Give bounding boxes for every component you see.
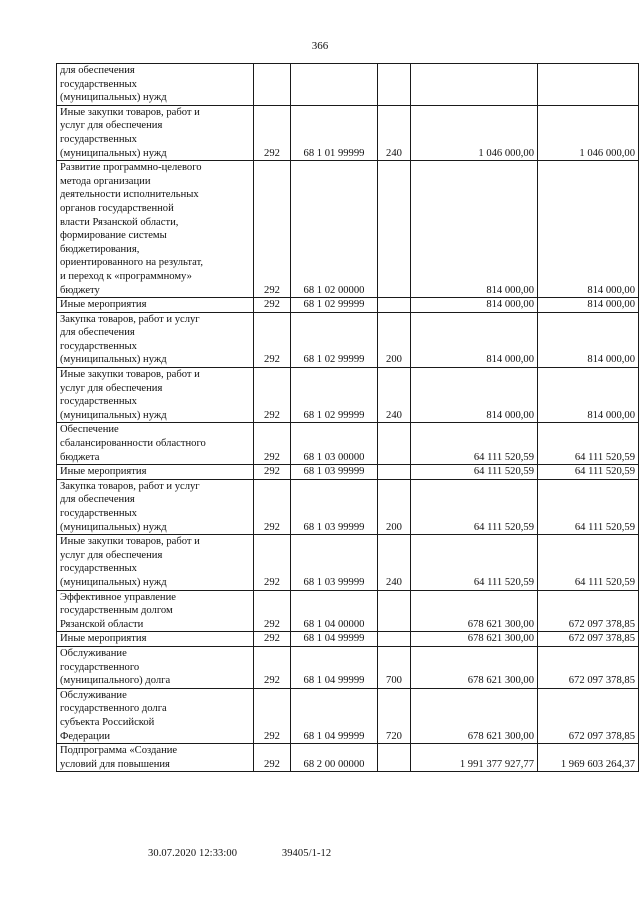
cell-sum-1: 678 621 300,00 bbox=[411, 632, 538, 647]
cell-sum-1: 678 621 300,00 bbox=[411, 646, 538, 688]
cell-admin-code: 292 bbox=[254, 744, 291, 772]
cell-expense-type bbox=[378, 161, 411, 298]
cell-name-line: (муниципальных) нужд bbox=[60, 147, 167, 159]
cell-name-line: государственных bbox=[60, 78, 137, 90]
cell-target-article bbox=[291, 64, 378, 106]
cell-name-line: государственных bbox=[60, 508, 137, 519]
cell-admin-code: 292 bbox=[254, 590, 291, 632]
cell-name-line: государственного bbox=[60, 661, 140, 673]
cell-name bbox=[57, 646, 254, 688]
cell-name-line: Иные закупки товаров, работ и bbox=[60, 106, 200, 118]
footer-document-id: 39405/1-12 bbox=[281, 848, 332, 859]
cell-sum-2: 64 111 520,59 bbox=[538, 535, 639, 590]
cell-name bbox=[57, 632, 254, 647]
cell-expense-type bbox=[378, 298, 411, 313]
cell-sum-1: 64 111 520,59 bbox=[411, 479, 538, 534]
cell-name-line: для обеспечения bbox=[60, 327, 135, 339]
table-row bbox=[57, 590, 639, 632]
cell-name-line: метода организации bbox=[60, 175, 151, 187]
cell-admin-code: 292 bbox=[254, 646, 291, 688]
table-row bbox=[57, 161, 639, 298]
cell-target-article: 68 1 02 99999 bbox=[291, 368, 378, 423]
cell-name-line: и переход к «программному» bbox=[60, 270, 192, 282]
cell-name-line: (муниципальных) нужд bbox=[60, 409, 167, 421]
cell-name-line: Подпрограмма «Создание bbox=[60, 745, 178, 757]
cell-sum-1: 814 000,00 bbox=[411, 298, 538, 313]
cell-name-line: Обеспечение bbox=[60, 424, 119, 436]
cell-name bbox=[57, 479, 254, 534]
cell-name-line: условий для повышения bbox=[60, 758, 170, 770]
cell-name bbox=[57, 688, 254, 743]
cell-sum-2: 672 097 378,85 bbox=[538, 646, 639, 688]
cell-sum-2: 64 111 520,59 bbox=[538, 465, 639, 480]
budget-table bbox=[56, 63, 639, 772]
cell-target-article: 68 1 03 00000 bbox=[291, 423, 378, 465]
cell-target-article: 68 1 03 99999 bbox=[291, 465, 378, 480]
cell-expense-type bbox=[378, 744, 411, 772]
cell-sum-2: 64 111 520,59 bbox=[538, 479, 639, 534]
cell-admin-code: 292 bbox=[254, 312, 291, 367]
cell-sum-2: 814 000,00 bbox=[538, 368, 639, 423]
cell-target-article: 68 1 04 99999 bbox=[291, 646, 378, 688]
cell-name bbox=[57, 465, 254, 480]
cell-sum-1: 678 621 300,00 bbox=[411, 688, 538, 743]
cell-expense-type: 240 bbox=[378, 368, 411, 423]
cell-target-article: 68 1 02 99999 bbox=[291, 298, 378, 313]
cell-name-line: государственных bbox=[60, 396, 137, 408]
table-row bbox=[57, 368, 639, 423]
cell-expense-type bbox=[378, 632, 411, 647]
table-row bbox=[57, 465, 639, 480]
cell-name-line: для обеспечения bbox=[60, 494, 135, 506]
cell-admin-code: 292 bbox=[254, 298, 291, 313]
cell-name-line: услуг для обеспечения bbox=[60, 120, 163, 132]
cell-target-article: 68 1 03 99999 bbox=[291, 535, 378, 590]
cell-expense-type bbox=[378, 590, 411, 632]
cell-name-line: государственных bbox=[60, 133, 137, 145]
cell-name-line: формирование системы bbox=[60, 230, 167, 242]
cell-name-line: Иные мероприятия bbox=[60, 633, 147, 645]
cell-expense-type: 700 bbox=[378, 646, 411, 688]
cell-admin-code: 292 bbox=[254, 105, 291, 160]
cell-name-line: Рязанской области bbox=[60, 618, 144, 630]
cell-sum-2: 1 046 000,00 bbox=[538, 105, 639, 160]
cell-admin-code bbox=[254, 64, 291, 106]
cell-name-line: Закупка товаров, работ и услуг bbox=[60, 313, 200, 325]
cell-sum-1: 814 000,00 bbox=[411, 161, 538, 298]
cell-name-line: сбалансированности областного bbox=[60, 438, 206, 450]
cell-name-line: субъекта Российской bbox=[60, 716, 155, 728]
cell-name-line: услуг для обеспечения bbox=[60, 382, 163, 394]
footer-timestamp: 30.07.2020 12:33:00 bbox=[148, 848, 238, 859]
cell-sum-2: 64 111 520,59 bbox=[538, 423, 639, 465]
cell-name-line: бюджету bbox=[60, 284, 100, 296]
cell-sum-1: 64 111 520,59 bbox=[411, 423, 538, 465]
table-row bbox=[57, 632, 639, 647]
cell-sum-2: 814 000,00 bbox=[538, 161, 639, 298]
cell-admin-code: 292 bbox=[254, 632, 291, 647]
cell-sum-2: 672 097 378,85 bbox=[538, 590, 639, 632]
cell-sum-1: 678 621 300,00 bbox=[411, 590, 538, 632]
cell-name-line: ориентированного на результат, bbox=[60, 257, 204, 269]
table-row bbox=[57, 744, 639, 772]
cell-sum-2: 814 000,00 bbox=[538, 298, 639, 313]
cell-name-line: Иные мероприятия bbox=[60, 299, 147, 311]
page-number: 366 bbox=[311, 40, 329, 52]
cell-sum-2: 672 097 378,85 bbox=[538, 632, 639, 647]
cell-name bbox=[57, 312, 254, 367]
cell-name-line: органов государственной bbox=[60, 202, 174, 214]
cell-name bbox=[57, 105, 254, 160]
cell-target-article: 68 1 01 99999 bbox=[291, 105, 378, 160]
cell-name-line: Иные закупки товаров, работ и bbox=[60, 369, 200, 381]
cell-sum-1: 64 111 520,59 bbox=[411, 535, 538, 590]
cell-target-article: 68 1 04 99999 bbox=[291, 632, 378, 647]
table-row bbox=[57, 64, 639, 106]
cell-expense-type: 240 bbox=[378, 535, 411, 590]
cell-admin-code: 292 bbox=[254, 161, 291, 298]
cell-sum-2: 1 969 603 264,37 bbox=[538, 744, 639, 772]
cell-name bbox=[57, 535, 254, 590]
cell-name-line: Закупка товаров, работ и услуг bbox=[60, 480, 200, 492]
cell-name bbox=[57, 298, 254, 313]
cell-sum-1: 1 991 377 927,77 bbox=[411, 744, 538, 772]
cell-name bbox=[57, 161, 254, 298]
cell-target-article: 68 1 04 99999 bbox=[291, 688, 378, 743]
cell-sum-2 bbox=[538, 64, 639, 106]
cell-target-article: 68 1 03 99999 bbox=[291, 479, 378, 534]
table-row bbox=[57, 105, 639, 160]
cell-name-line: государственных bbox=[60, 563, 137, 575]
cell-sum-2: 814 000,00 bbox=[538, 312, 639, 367]
cell-target-article: 68 2 00 00000 bbox=[291, 744, 378, 772]
cell-name-line: (муниципальных) нужд bbox=[60, 576, 167, 588]
cell-admin-code: 292 bbox=[254, 423, 291, 465]
cell-expense-type: 200 bbox=[378, 312, 411, 367]
table-row bbox=[57, 535, 639, 590]
cell-name bbox=[57, 423, 254, 465]
cell-name-line: государственного долга bbox=[60, 703, 167, 715]
table-row bbox=[57, 646, 639, 688]
cell-name-line: Иные закупки товаров, работ и bbox=[60, 536, 200, 548]
table-row bbox=[57, 688, 639, 743]
cell-admin-code: 292 bbox=[254, 465, 291, 480]
table-row bbox=[57, 479, 639, 534]
cell-target-article: 68 1 02 99999 bbox=[291, 312, 378, 367]
cell-name-line: власти Рязанской области, bbox=[60, 216, 179, 228]
cell-name-line: Обслуживание bbox=[60, 689, 127, 701]
page-footer bbox=[148, 848, 331, 859]
cell-name-line: государственных bbox=[60, 340, 137, 352]
cell-name-line: деятельности исполнительных bbox=[60, 189, 199, 201]
cell-expense-type: 720 bbox=[378, 688, 411, 743]
table-row bbox=[57, 423, 639, 465]
cell-name-line: Эффективное управление bbox=[60, 591, 176, 603]
cell-admin-code: 292 bbox=[254, 368, 291, 423]
cell-expense-type bbox=[378, 423, 411, 465]
cell-sum-2: 672 097 378,85 bbox=[538, 688, 639, 743]
cell-name bbox=[57, 64, 254, 106]
cell-admin-code: 292 bbox=[254, 479, 291, 534]
table-row bbox=[57, 298, 639, 313]
cell-name-line: (муниципальных) нужд bbox=[60, 521, 167, 533]
cell-expense-type bbox=[378, 64, 411, 106]
cell-name-line: (муниципальных) нужд bbox=[60, 354, 167, 366]
cell-admin-code: 292 bbox=[254, 535, 291, 590]
cell-name-line: Иные мероприятия bbox=[60, 466, 147, 478]
cell-name-line: Развитие программно-целевого bbox=[60, 162, 202, 174]
cell-name-line: Обслуживание bbox=[60, 647, 127, 659]
cell-name-line: (муниципального) долга bbox=[60, 675, 171, 687]
budget-table-body bbox=[57, 64, 639, 772]
table-row bbox=[57, 312, 639, 367]
cell-sum-1: 1 046 000,00 bbox=[411, 105, 538, 160]
cell-name-line: Федерации bbox=[60, 730, 111, 742]
cell-sum-1: 814 000,00 bbox=[411, 312, 538, 367]
cell-expense-type: 240 bbox=[378, 105, 411, 160]
cell-name bbox=[57, 368, 254, 423]
cell-name-line: для обеспечения bbox=[60, 65, 135, 76]
cell-sum-1: 814 000,00 bbox=[411, 368, 538, 423]
cell-name-line: бюджетирования, bbox=[60, 243, 140, 255]
cell-expense-type bbox=[378, 465, 411, 480]
cell-sum-1: 64 111 520,59 bbox=[411, 465, 538, 480]
cell-sum-1 bbox=[411, 64, 538, 106]
cell-admin-code: 292 bbox=[254, 688, 291, 743]
cell-name-line: бюджета bbox=[60, 451, 100, 463]
cell-expense-type: 200 bbox=[378, 479, 411, 534]
cell-target-article: 68 1 02 00000 bbox=[291, 161, 378, 298]
cell-name-line: государственным долгом bbox=[60, 605, 173, 617]
cell-name bbox=[57, 590, 254, 632]
cell-name-line: (муниципальных) нужд bbox=[60, 92, 167, 104]
cell-name bbox=[57, 744, 254, 772]
cell-name-line: услуг для обеспечения bbox=[60, 549, 163, 561]
cell-target-article: 68 1 04 00000 bbox=[291, 590, 378, 632]
